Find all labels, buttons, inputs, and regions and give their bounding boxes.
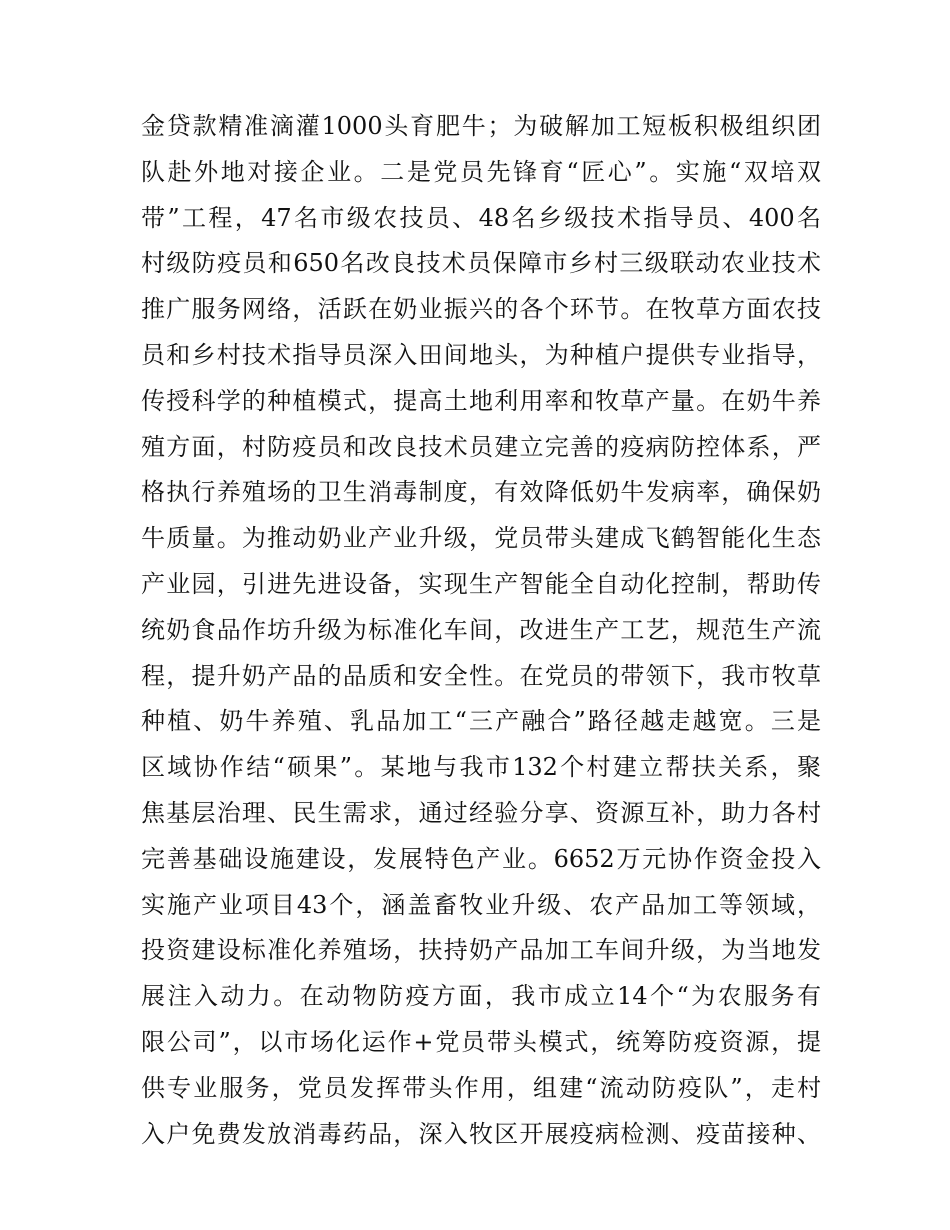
text-line: 区域协作结“硕果”。某地与我市132个村建立帮扶关系，聚	[141, 753, 821, 782]
text-line: 实施产业项目43个，涵盖畜牧业升级、农产品加工等领域，	[141, 890, 821, 919]
text-line: 金贷款精准滴灌1000头育肥牛；为破解加工短板积极组织团	[141, 112, 821, 140]
text-line: 投资建设标准化养殖场，扶持奶产品加工车间升级，为当地发	[141, 936, 821, 965]
text-line: 带”工程，47名市级农技员、48名乡级技术指导员、400名	[141, 203, 821, 232]
text-line: 牛质量。为推动奶业产业升级，党员带头建成飞鹤智能化生态	[141, 524, 821, 553]
text-line: 殖方面，村防疫员和改良技术员建立完善的疫病防控体系，严	[141, 432, 821, 461]
text-line: 供专业服务，党员发挥带头作用，组建“流动防疫队”，走村	[141, 1073, 821, 1102]
text-line: 种植、奶牛养殖、乳品加工“三产融合”路径越走越宽。三是	[141, 707, 821, 736]
text-line: 展注入动力。在动物防疫方面，我市成立14个“为农服务有	[141, 982, 821, 1011]
text-line: 限公司”，以市场化运作+党员带头模式，统筹防疫资源，提	[141, 1027, 821, 1056]
text-line: 员和乡村技术指导员深入田间地头，为种植户提供专业指导，	[141, 340, 821, 369]
text-line: 入户免费发放消毒药品，深入牧区开展疫病检测、疫苗接种、	[141, 1119, 821, 1148]
text-line: 推广服务网络，活跃在奶业振兴的各个环节。在牧草方面农技	[141, 295, 821, 324]
text-line: 传授科学的种植模式，提高土地利用率和牧草产量。在奶牛养	[141, 386, 821, 415]
text-line: 队赴外地对接企业。二是党员先锋育“匠心”。实施“双培双	[141, 157, 821, 186]
text-line: 程，提升奶产品的品质和安全性。在党员的带领下，我市牧草	[141, 661, 821, 690]
text-line: 焦基层治理、民生需求，通过经验分享、资源互补，助力各村	[141, 798, 821, 827]
text-line: 完善基础设施建设，发展特色产业。6652万元协作资金投入	[141, 844, 821, 873]
text-line: 格执行养殖场的卫生消毒制度，有效降低奶牛发病率，确保奶	[141, 478, 821, 507]
text-line: 产业园，引进先进设备，实现生产智能全自动化控制，帮助传	[141, 569, 821, 598]
text-line: 统奶食品作坊升级为标准化车间，改进生产工艺，规范生产流	[141, 615, 821, 644]
text-line: 村级防疫员和650名改良技术员保障市乡村三级联动农业技术	[141, 249, 821, 278]
body-text	[141, 104, 821, 1157]
